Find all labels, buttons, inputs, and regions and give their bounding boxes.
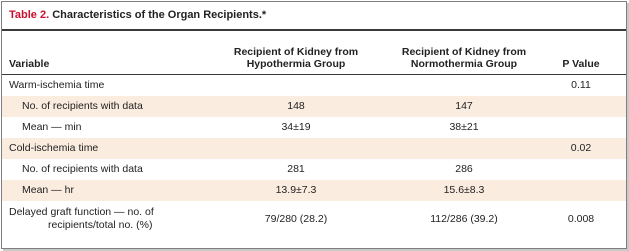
- cell-p-value: 0.008: [567, 212, 595, 225]
- cell-p-value: [548, 117, 626, 138]
- cell-hypothermia: 281: [287, 163, 305, 175]
- table-number: Table 2.: [9, 9, 50, 21]
- row-label: No. of recipients with data: [22, 163, 143, 175]
- table-title: [2, 2, 626, 31]
- header-row: [2, 31, 626, 74]
- cell-normothermia: 15.6±8.3: [380, 180, 548, 201]
- cell-normothermia: [380, 138, 548, 159]
- row-label: Cold-ischemia time: [2, 138, 212, 159]
- cell-normothermia: 286: [455, 163, 473, 175]
- row-label-line2: recipients/total no. (%): [48, 218, 153, 231]
- cell-normothermia: 112/286 (39.2): [430, 212, 498, 225]
- header-normothermia: Recipient of Kidney from Normothermia Group: [380, 31, 548, 74]
- table-row: [2, 159, 626, 180]
- cell-p-value: 0.11: [571, 79, 591, 91]
- row-label: Mean — hr: [2, 180, 212, 201]
- cell-hypothermia: [212, 138, 380, 159]
- table-caption: Characteristics of the Organ Recipients.*: [52, 9, 267, 21]
- header-hypothermia: Recipient of Kidney from Hypothermia Group: [212, 31, 380, 74]
- table-row: [2, 138, 626, 159]
- cell-p-value: 0.02: [548, 138, 626, 159]
- row-label: Mean — min: [22, 121, 82, 133]
- header-p-value: P Value: [548, 31, 626, 74]
- cell-hypothermia: 79/280 (28.2): [264, 212, 328, 225]
- header-variable: Variable: [2, 31, 212, 74]
- table-row: [2, 96, 626, 117]
- recipients-table: [2, 31, 626, 237]
- row-label: No. of recipients with data: [2, 96, 212, 117]
- cell-hypothermia: 13.9±7.3: [212, 180, 380, 201]
- cell-p-value: [548, 96, 626, 117]
- cell-hypothermia: 148: [212, 96, 380, 117]
- cell-p-value: [548, 159, 626, 180]
- cell-p-value: [548, 180, 626, 201]
- row-label: Warm-ischemia time: [9, 79, 105, 91]
- cell-hypothermia: 34±19: [281, 121, 311, 133]
- row-label: [2, 201, 212, 237]
- cell-hypothermia: [212, 74, 380, 96]
- cell-normothermia: 38±21: [449, 121, 479, 133]
- table-row: [2, 74, 626, 96]
- table-container: [1, 1, 627, 249]
- table-row: [2, 180, 626, 201]
- table-row: [2, 201, 626, 237]
- cell-normothermia: [380, 74, 548, 96]
- table-row: [2, 117, 626, 138]
- row-label-line1: Delayed graft function — no. of: [9, 205, 154, 218]
- cell-normothermia: 147: [380, 96, 548, 117]
